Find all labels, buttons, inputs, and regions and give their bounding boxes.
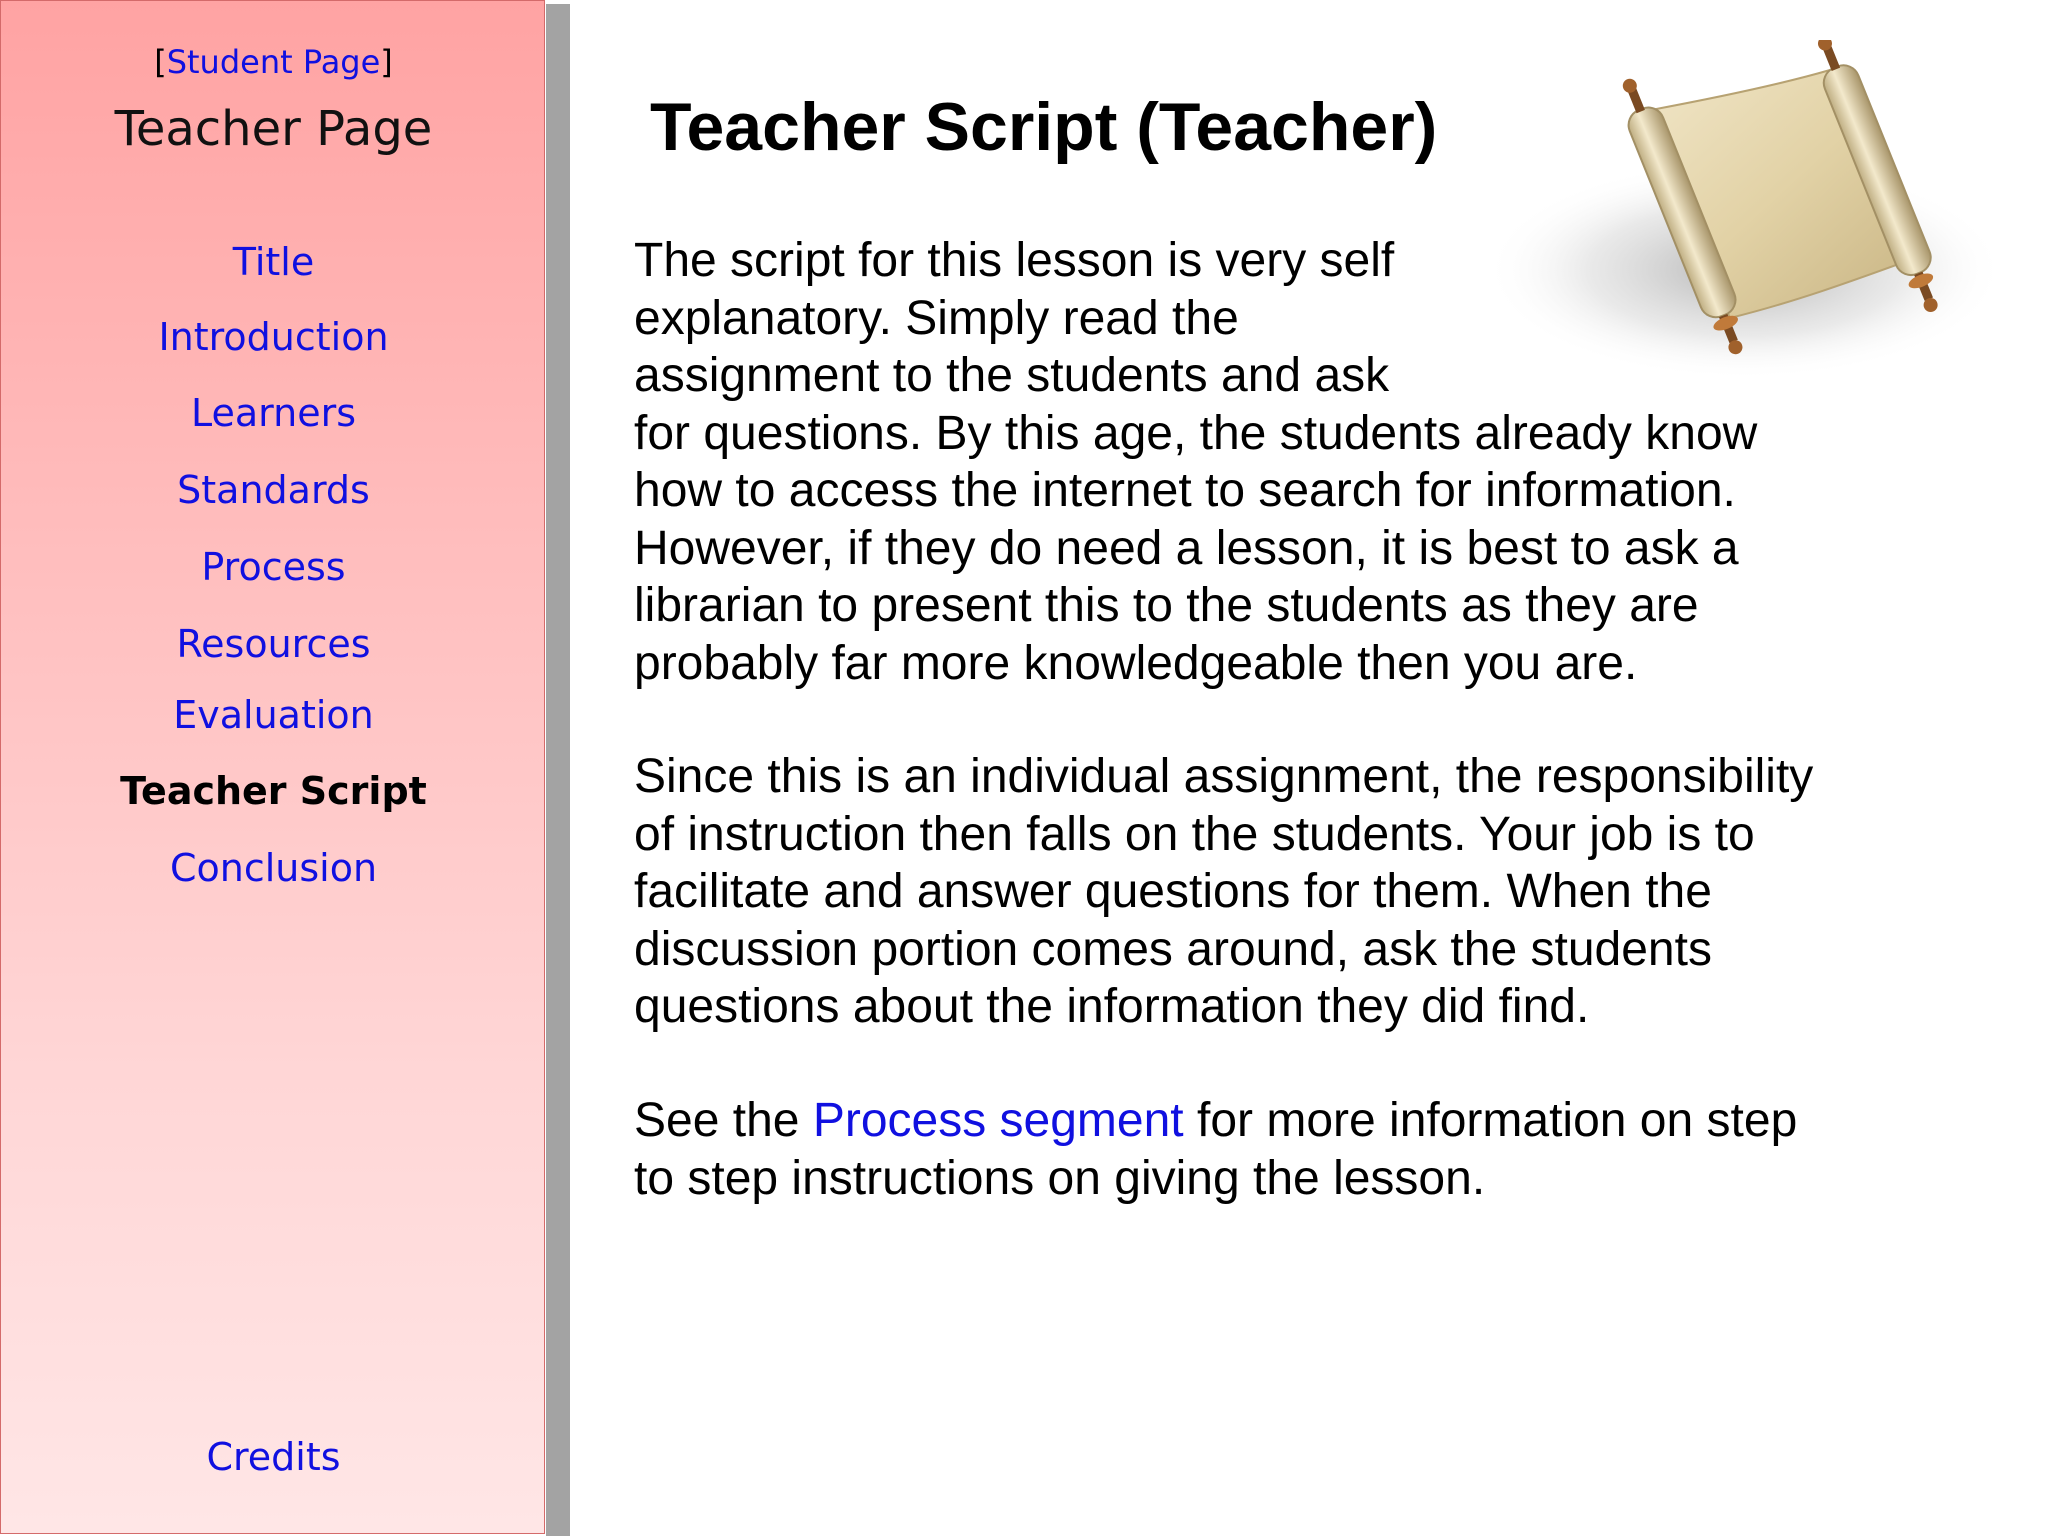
text-line: for questions. By this age, the students already know — [634, 406, 1758, 460]
process-segment-link[interactable]: Process segment — [812, 1094, 1184, 1147]
nav-resources[interactable]: Resources — [176, 622, 371, 666]
text-line: to step instructions on giving the lesson. — [634, 1151, 1486, 1205]
nav-introduction[interactable]: Introduction — [158, 315, 389, 359]
text-line: explanatory. Simply read the — [634, 291, 1239, 345]
paragraph-1 — [634, 232, 1757, 692]
paragraph-2 — [634, 748, 1813, 1036]
text-line: of instruction then falls on the students. Your job is to — [634, 807, 1755, 861]
text-line: discussion portion comes around, ask the students — [634, 922, 1712, 976]
text-line: However, if they do need a lesson, it is best to ask a — [634, 521, 1739, 575]
bracket-close: ] — [380, 43, 393, 81]
nav-standards[interactable]: Standards — [177, 468, 370, 512]
bracket-open: [ — [154, 43, 167, 81]
nav-evaluation[interactable]: Evaluation — [173, 693, 374, 737]
text-prefix: See the — [634, 1094, 813, 1147]
sidebar-shadow — [546, 4, 570, 1536]
student-page-link-line — [1, 43, 546, 81]
nav-title[interactable]: Title — [232, 240, 315, 284]
nav-teacher-script: Teacher Script — [120, 769, 427, 813]
text-line: assignment to the students and ask — [634, 349, 1390, 402]
text-line: librarian to present this to the students as they are — [634, 579, 1699, 632]
sidebar — [0, 0, 545, 1534]
nav-credits[interactable]: Credits — [206, 1435, 341, 1479]
nav-process[interactable]: Process — [201, 545, 346, 589]
text-line: Since this is an individual assignment, the responsibility — [634, 750, 1814, 803]
sidebar-heading: Teacher Page — [114, 101, 433, 157]
text-line: The script for this lesson is very self — [634, 234, 1395, 287]
nav-learners[interactable]: Learners — [190, 391, 356, 435]
text-line: how to access the internet to search for information. — [634, 464, 1736, 517]
text-line: probably far more knowledgeable then you are. — [634, 636, 1638, 690]
text-suffix: for more information on step — [1183, 1094, 1798, 1147]
text-line: questions about the information they did find. — [634, 980, 1590, 1033]
nav-conclusion[interactable]: Conclusion — [169, 846, 378, 890]
paragraph-3 — [634, 1092, 1797, 1207]
page-title: Teacher Script (Teacher) — [650, 89, 1438, 165]
student-page-link[interactable]: Student Page — [166, 43, 381, 81]
text-line — [634, 1092, 1797, 1150]
text-line: facilitate and answer questions for them. When the — [634, 865, 1712, 918]
